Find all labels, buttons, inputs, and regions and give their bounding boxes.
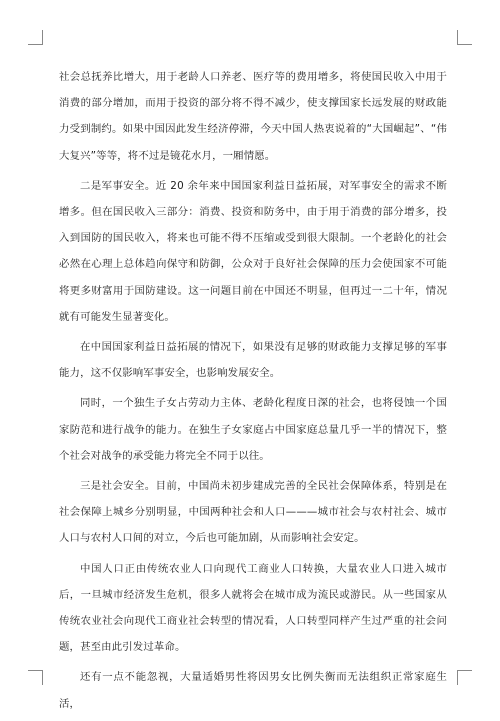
paragraph-fiscal-capacity: 在中国国家利益日益拓展的情况下，如果没有足够的财政能力支撑足够的军事能力，这不仅影响军事安全，也影响发展安全。 <box>59 341 447 380</box>
paragraph-continued: 社会总抚养比增大，用于老龄人口养老、医疗等的费用增多，将使国民收入中用于消费的部分增加，而用于投资的部分将不得不减少，使支撑国家长远发展的财政能力受到制约。如果中国因此发生经济停滞，今天中国人热衷说着的“大国崛起”、“伟大复兴”等等，将不过是镜花水月，一厢情愿。 <box>59 71 447 162</box>
body-text <box>59 64 447 721</box>
paragraph-population-transition: 中国人口正由传统农业人口向现代工商业人口转换，大量农业人口进入城市后，一旦城市经济发生危机，很多人就将会在城市成为流民或游民。从一些国家从传统农业社会向现代工商业社会转型的情况看，人口转型同样产生过严重的社会问题，甚至由此引发过革命。 <box>59 562 447 654</box>
crop-mark-bottom-left <box>28 670 43 685</box>
paragraph-war-capacity: 同时，一个独生子女占劳动力主体、老龄化程度日深的社会，也将侵蚀一个国家防范和进行战争的能力。在独生子女家庭占中国家庭总量几乎一半的情况下，整个社会对战争的承受能力将完全不同于以往。 <box>59 397 447 462</box>
crop-mark-bottom-right <box>457 670 472 685</box>
crop-mark-top-right <box>457 30 472 45</box>
paragraph-social-security: 三是社会安全。目前，中国尚未初步建成完善的全民社会保障体系，特别是在社会保障上城乡分别明显，中国两种社会和人口———城市社会与农村社会、城市人口与农村人口间的对立，今后也可能加剧，从而影响社会安定。 <box>59 480 447 545</box>
crop-mark-top-left <box>28 30 43 45</box>
paragraph-military-security: 二是军事安全。近 20 余年来中国国家利益日益拓展，对军事安全的需求不断增多。但在国民收入三部分：消费、投资和防务中，由于用于消费的部分增多，投入到国防的国民收入，将来也可能不得不压缩或受到很大限制。一个老龄化的社会必然在心理上总体趋向保守和防御，公众对于良好社会保障的压力会使国家不可能将更多财富用于国防建设。这一问题目前在中国还不明显，但再过一二十年，情况就有可能发生显著变化。 <box>59 179 447 323</box>
paragraph-marriage: 还有一点不能忽视，大量适婚男性将因男女比例失衡而无法组织正常家庭生活， <box>59 671 447 710</box>
